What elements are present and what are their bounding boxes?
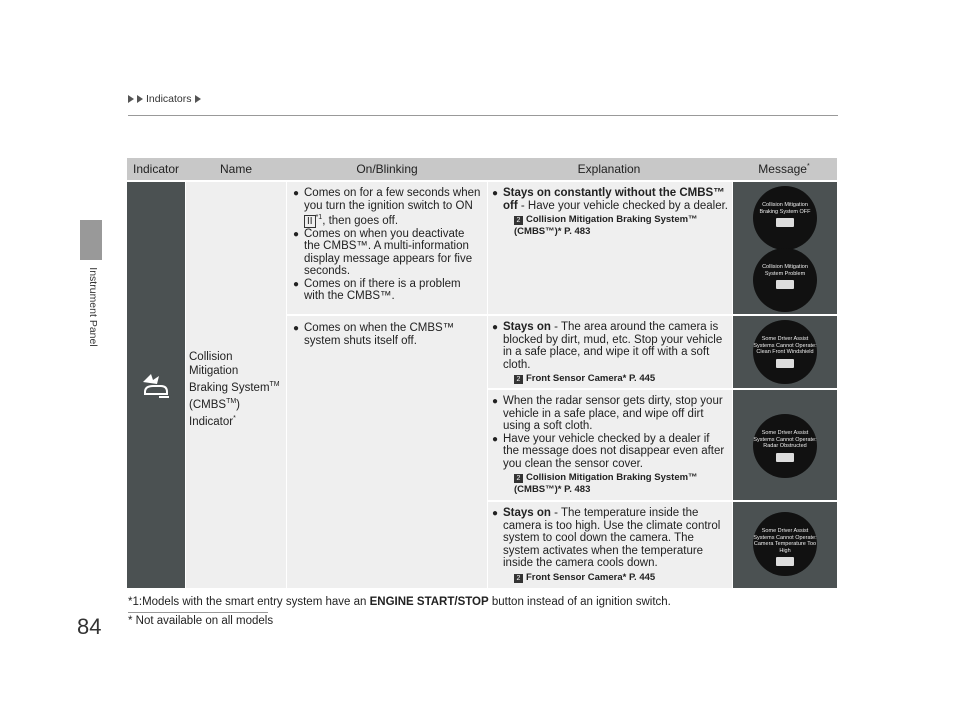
cross-reference-link[interactable]: 2 Collision Mitigation Braking System™ (CMBS™)* P. 483	[514, 472, 698, 495]
radar-icon	[776, 453, 794, 462]
arrow-icon: 2	[514, 474, 523, 483]
table-header	[127, 158, 837, 180]
list-item: ● Stays on - The area around the camera is blocked by dirt, mud, etc. Stop your vehicle in a safe place, and wipe it off with a soft cloth.	[492, 321, 723, 371]
breadcrumb	[128, 93, 201, 105]
arrow-icon: 2	[514, 375, 523, 384]
arrow-icon: 2	[514, 574, 523, 583]
indicator-cell	[127, 182, 185, 588]
header-on-blinking: On/Blinking	[356, 162, 418, 176]
name-cell	[186, 182, 286, 588]
message-cell-1	[733, 182, 837, 314]
footnote-rule	[128, 612, 268, 613]
car-icon	[776, 218, 794, 227]
cmbs-indicator-icon	[139, 370, 173, 400]
arrow-icon: 2	[514, 216, 523, 225]
header-rule	[128, 115, 838, 116]
name-line: Braking System™	[189, 381, 280, 394]
cross-reference-link[interactable]: 2 Collision Mitigation Braking System™ (CMBS™)* P. 483	[514, 214, 698, 237]
list-item: ● Stays on - The temperature inside the camera is too high. Use the climate control system to cool down the camera. The system activates when the temperature inside the camera cools down.	[492, 507, 721, 569]
display-message: Collision Mitigation System Problem	[753, 248, 817, 312]
car-icon	[776, 280, 794, 289]
display-message: Collision Mitigation Braking System OFF	[753, 186, 817, 250]
display-message: Some Driver Assist Systems Cannot Operate: Clean Front Windshield	[753, 320, 817, 384]
explanation-cell-2	[488, 316, 732, 388]
page-number: 84	[77, 614, 102, 639]
list-item: ● Comes on when the CMBS™ system shuts itself off.	[293, 322, 455, 347]
on-blinking-cell-1	[287, 182, 487, 314]
name-line: (CMBS™)	[189, 397, 241, 411]
windshield-icon	[776, 359, 794, 368]
display-message: Some Driver Assist Systems Cannot Operate: Camera Temperature Too High	[753, 512, 817, 576]
ignition-key-icon: II	[304, 215, 316, 228]
list-item: ● When the radar sensor gets dirty, stop your vehicle in a safe place, and wipe off dirt using a soft cloth.	[492, 395, 723, 432]
chevron-right-icon	[195, 95, 201, 103]
table-body	[127, 182, 837, 588]
message-cell-2	[733, 316, 837, 388]
on-blinking-cell-2	[287, 316, 487, 588]
indicator-table	[127, 158, 837, 588]
footnote: *1:Models with the smart entry system have an ENGINE START/STOP button instead of an ignition switch.	[128, 596, 671, 608]
side-label: Instrument Panel	[87, 267, 99, 347]
header-message: Message*	[758, 162, 810, 176]
chevron-right-icon	[137, 95, 143, 103]
name-line: Mitigation	[189, 365, 239, 377]
header-indicator: Indicator	[132, 162, 180, 176]
header-explanation: Explanation	[577, 162, 641, 176]
list-item: ● Have your vehicle checked by a dealer if the message does not disappear even after you clean the sensor cover.	[492, 432, 725, 470]
message-cell-3	[733, 390, 837, 500]
header-name: Name	[219, 162, 252, 176]
camera-icon	[776, 557, 794, 566]
name-line: Collision	[189, 351, 233, 363]
explanation-cell-3	[488, 390, 732, 500]
availability-note: * Not available on all models	[128, 615, 274, 627]
list-item: ● Comes on for a few seconds when you turn the ignition switch to ON II $^{*1}$, then goes off.	[293, 187, 481, 227]
chevron-right-icon	[128, 95, 134, 103]
display-message: Some Driver Assist Systems Cannot Operate: Radar Obstructed	[753, 414, 817, 478]
list-item: ● Comes on if there is a problem with the CMBS™.	[293, 277, 461, 303]
explanation-cell-1	[488, 182, 732, 314]
section-tab	[80, 220, 102, 260]
list-item: ● Stays on constantly without the CMBS™ off - Have your vehicle checked by a dealer.	[492, 187, 728, 212]
cross-reference-link[interactable]: 2 Front Sensor Camera* P. 445	[492, 373, 728, 385]
list-item: ● Comes on when you deactivate the CMBS™. A multi-information display message appears for five seconds.	[293, 227, 473, 278]
message-cell-4	[733, 502, 837, 588]
name-line: Indicator*	[189, 414, 236, 428]
cross-reference-link[interactable]: 2 Front Sensor Camera* P. 445	[492, 572, 728, 584]
breadcrumb-item[interactable]: Indicators	[146, 93, 192, 105]
explanation-cell-4	[488, 502, 732, 588]
